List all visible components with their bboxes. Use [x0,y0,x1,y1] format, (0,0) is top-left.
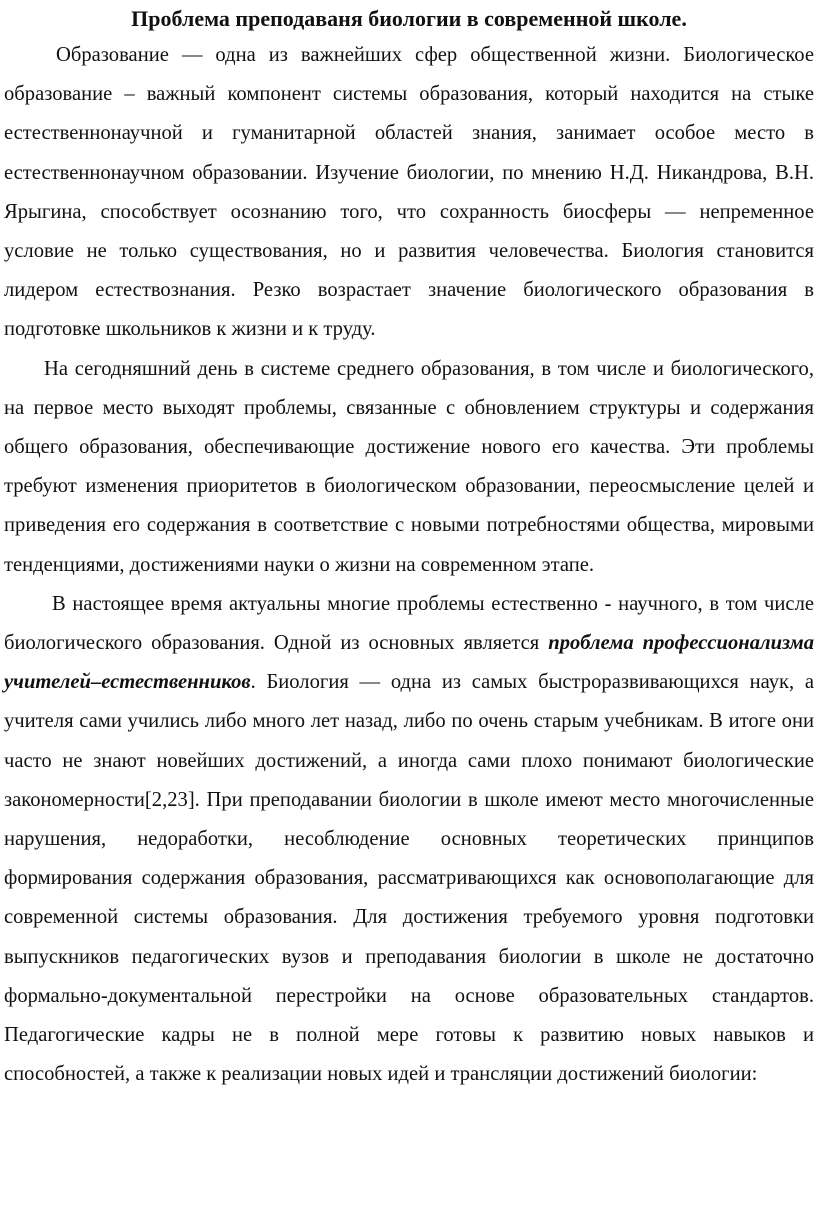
paragraph-1: Образование — одна из важнейших сфер общественной жизни. Биологическое образование – важный компонент системы образования, который находится на стыке естественнонаучной и гуманитарной областей знания, занимает особое место в естественнонаучном образовании. Изучение биологии, по мнению Н.Д. Никандрова, В.Н. Ярыгина, способствует осознанию того, что сохранность биосферы — непременное условие не только существования, но и развития человечества. Биология становится лидером естествознания. Резко возрастает значение биологического образования в подготовке школьников к жизни и к труду. [4,44,814,341]
paragraph-3-emphasis: проблема профессионализма учителей–естественников [4,632,814,694]
paragraph-3-before: В настоящее время актуальны многие проблемы естественно - научного, в том числе биологического образования. Одной из основных является [4,592,814,655]
document-title: Проблема преподаваня биологии в современной школе. [131,6,687,31]
paragraph-3-after: . Биология — одна из самых быстроразвивающихся наук, а учителя сами учились либо много лет назад, либо по очень старым учебникам. В итоге они часто не знают новейших достижений, а иногда сами плохо понимают биологические закономерности[2,23]. При преподавании биологии в школе имеют место многочисленные нарушения, недоработки, несоблюдение основных теоретических принципов формирования содержания образования, рассматривающихся как основополагающие для современной системы образования. Для достижения требуемого уровня подготовки выпускников педагогических вузов и преподавания биологии в школе не достаточно формально-документальной перестройки на основе образовательных стандартов. Педагогические кадры не в полной мере готовы к развитию новых навыков и способностей, а также к реализации новых идей и трансляции достижений биологии: [4,671,814,1086]
paragraph-3 [4,585,814,1095]
paragraph-2: На сегодняшний день в системе среднего образования, в том числе и биологического, на первое место выходят проблемы, связанные с обновлением структуры и содержания общего образования, обеспечивающие достижение нового его качества. Эти проблемы требуют изменения приоритетов в биологическом образовании, переосмысление целей и приведения его содержания в соответствие с новыми потребностями общества, мировыми тенденциями, достижениями науки о жизни на современном этапе. [4,357,814,576]
